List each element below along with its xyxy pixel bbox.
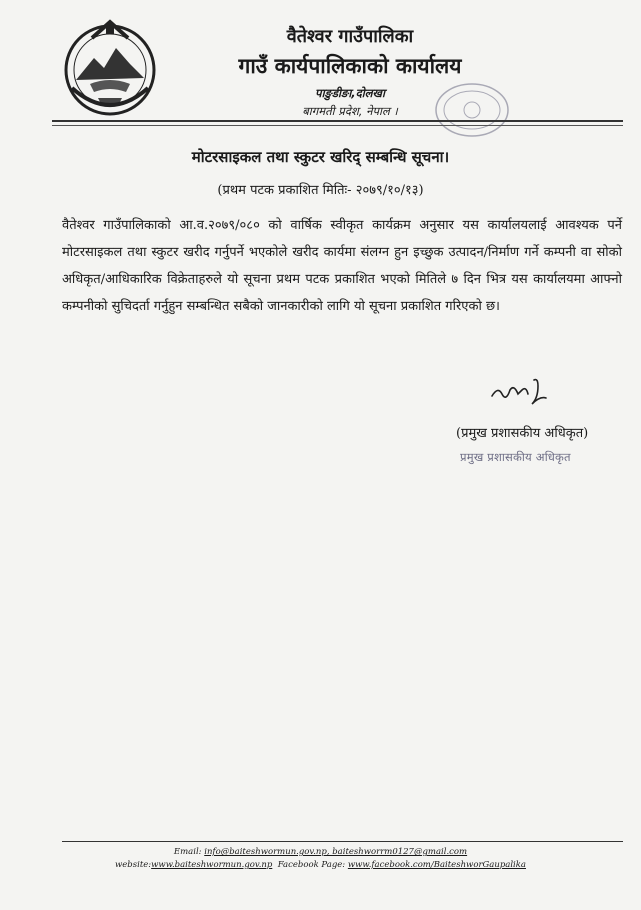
signature-icon [488,376,554,408]
office-location: पाङुडीङा,दोलखा [315,86,385,100]
publish-date: (प्रथम पटक प्रकाशित मितिः- २०७९/१०/१३) [217,183,424,198]
footer-email-line [0,847,641,857]
office-name: गाउँ कार्यपालिकाको कार्यालय [238,53,462,78]
designation-label: (प्रमुख प्रशासकीय अधिकृत) [456,426,589,441]
footer-rule [62,841,623,842]
seal-text: प्रमुख प्रशासकीय अधिकृत [460,450,571,464]
footer-web-line [0,860,641,870]
header-rule-thick [52,120,623,122]
office-stamp-icon [432,80,512,140]
website-label: website: [115,860,152,870]
header-rule-thin [52,125,623,126]
facebook-link[interactable]: www.facebook.com/BaiteshworGaupalika [347,860,526,870]
email-link[interactable]: info@baiteshwormun.gov.np, baiteshworrm0127@gmail.com [204,847,468,857]
facebook-label: Facebook Page: [277,860,346,870]
nepal-government-emblem-icon [62,18,158,118]
office-province: बागमती प्रदेश, नेपाल । [302,104,398,118]
notice-title: मोटरसाइकल तथा स्कुटर खरिद् सम्बन्धि सूचना। [191,148,450,166]
municipality-name: वैतेश्वर गाउँपालिका [286,26,414,47]
website-link[interactable]: www.baiteshwormun.gov.np [151,860,273,870]
notice-body: वैतेश्वर गाउँपालिकाको आ.व.२०७९/०८० को वार्षिक स्वीकृत कार्यक्रम अनुसार यस कार्यालयलाई आवश्यक पर्ने मोटरसाइकल तथा स्कुटर खरीद गर्नुपर्ने भएकोले खरीद कार्यमा संलग्न हुन इच्छुक उत्पादन/निर्माण गर्ने कम्पनी वा सोको अधिकृत/आधिकारिक विक्रेताहरुले यो सूचना प्रथम पटक प्रकाशित भएको मितिले ७ दिन भित्र यस कार्यालयमा आफ्नो कम्पनीको सुचिदर्ता गर्नुहुन सम्बन्धित सबैको जानकारीको लागि यो सूचना प्रकाशित गरिएको छ। [62,218,622,314]
email-label: Email: [173,847,202,857]
